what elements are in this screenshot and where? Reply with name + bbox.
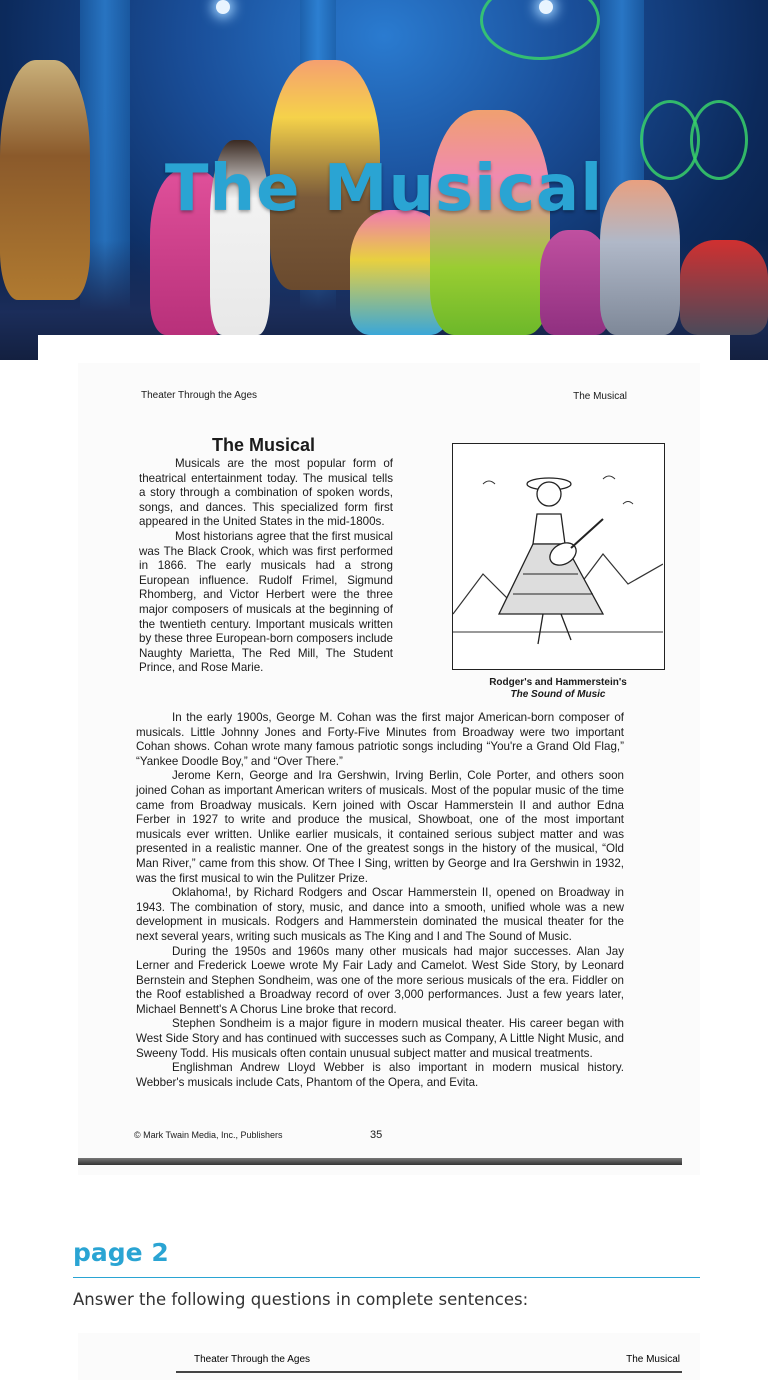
scan-paragraph: Musicals are the most popular form of theatrical entertainment today. The musical tells a story through a combination of spoken words, songs, and dances. This specialized form first appeared in the United States in the mid-1800s. bbox=[139, 457, 393, 529]
scan-column-text bbox=[139, 457, 393, 676]
scan-header-left: Theater Through the Ages bbox=[194, 1354, 311, 1365]
scan-paragraph: Stephen Sondheim is a major figure in modern musical theater. His career began with West Side Story and has continued with successes such as Company, A Little Night Music, and Sweeny Todd. His musicals often contain unusual subject matter and musical treatments. bbox=[136, 1017, 624, 1060]
sound-of-music-illustration bbox=[452, 443, 665, 670]
scan-paragraph: Englishman Andrew Lloyd Webber is also important in modern musical history. Webber's musicals include Cats, Phantom of the Opera, and Evita. bbox=[136, 1061, 624, 1089]
content-card bbox=[38, 335, 730, 1380]
caption-title: The Sound of Music bbox=[510, 689, 606, 700]
scan-header-right: The Musical bbox=[626, 1354, 680, 1365]
scan-title: The Musical bbox=[212, 435, 316, 455]
caption-line-2 bbox=[438, 689, 678, 701]
caption-line-1: Rodger's and Hammerstein's bbox=[489, 677, 627, 688]
stage-light bbox=[216, 0, 230, 14]
scan-footer-publisher: © Mark Twain Media, Inc., Publishers bbox=[134, 1130, 283, 1140]
section-heading: page 2 bbox=[73, 1238, 169, 1267]
illustration-caption bbox=[438, 677, 678, 701]
scan-header-left: Theater Through the Ages bbox=[141, 390, 258, 401]
scan-paragraph: During the 1950s and 1960s many other musicals had major successes. Alan Jay Lerner and Frederick Loewe wrote My Fair Lady and Camelot. West Side Story, by Leonard Bernstein and Stephen Sondheim, was one of the more serious musicals of the era. Fiddler on the Roof established a Broadway record of over 3,000 performances. Just a few years later, Michael Bennett's A Chorus Line broke that record. bbox=[136, 944, 624, 1016]
scan-paragraph: Most historians agree that the first musical was The Black Crook, which was first performed in 1866. The early musicals had a strong European influence. Rudolf Frimel, Sigmund Rhomberg, and Victor Herbert were the three major composers of musicals at the beginning of the twentieth century. Important musicals written by these three European-born composers include Naughty Marietta, The Red Mill, The Student Prince, and Rose Marie. bbox=[139, 529, 393, 675]
scan-full-width-text bbox=[136, 711, 624, 1090]
scan-box-border bbox=[176, 1371, 682, 1374]
scan-paragraph: Jerome Kern, George and Ira Gershwin, Irving Berlin, Cole Porter, and others soon joined Cohan as important American writers of musicals. Most of the popular music of the time came from Broadway musicals. Kern joined with Oscar Hammerstein II and author Edna Ferber in 1927 to write and produce the musical, Showboat, one of the most important musicals ever written. Unlike earlier musicals, it contained serious subject matter and was presented in a realistic manner. One of the greatest songs in the history of the musical, “Old Man River,” came from this show. Of Thee I Sing, written by George and Ira Gershwin in 1932, was the first musical to win the Pulitzer Prize. bbox=[136, 769, 624, 885]
section-divider bbox=[73, 1277, 700, 1278]
scan-paragraph: Oklahoma!, by Richard Rodgers and Oscar Hammerstein II, opened on Broadway in 1943. The combination of story, music, and dance into a smooth, unified whole was a new development in musicals. Rodgers and Hammerstein dominated the musical theater for the next several years, writing such musicals as The King and I and The Sound of Music. bbox=[136, 886, 624, 943]
page-title: The Musical bbox=[164, 152, 604, 226]
scan-header-right: The Musical bbox=[573, 391, 627, 402]
worksheet-scan-page-2 bbox=[78, 1333, 700, 1380]
stage-light bbox=[539, 0, 553, 14]
scan-page-number: 35 bbox=[370, 1129, 383, 1141]
performer bbox=[680, 240, 768, 335]
instructions-text: Answer the following questions in complete sentences: bbox=[73, 1290, 529, 1309]
scan-paragraph: In the early 1900s, George M. Cohan was the first major American-born composer of musicals. Little Johnny Jones and Forty-Five Minutes from Broadway were two important Cohan shows. Cohan wrote many famous patriotic songs including “You're a Grand Old Flag,” “Yankee Doodle Boy,” and “Over There.” bbox=[136, 711, 624, 768]
hero-banner bbox=[0, 0, 768, 360]
scan-page-edge bbox=[78, 1158, 682, 1165]
worksheet-scan-page-1 bbox=[78, 363, 700, 1175]
